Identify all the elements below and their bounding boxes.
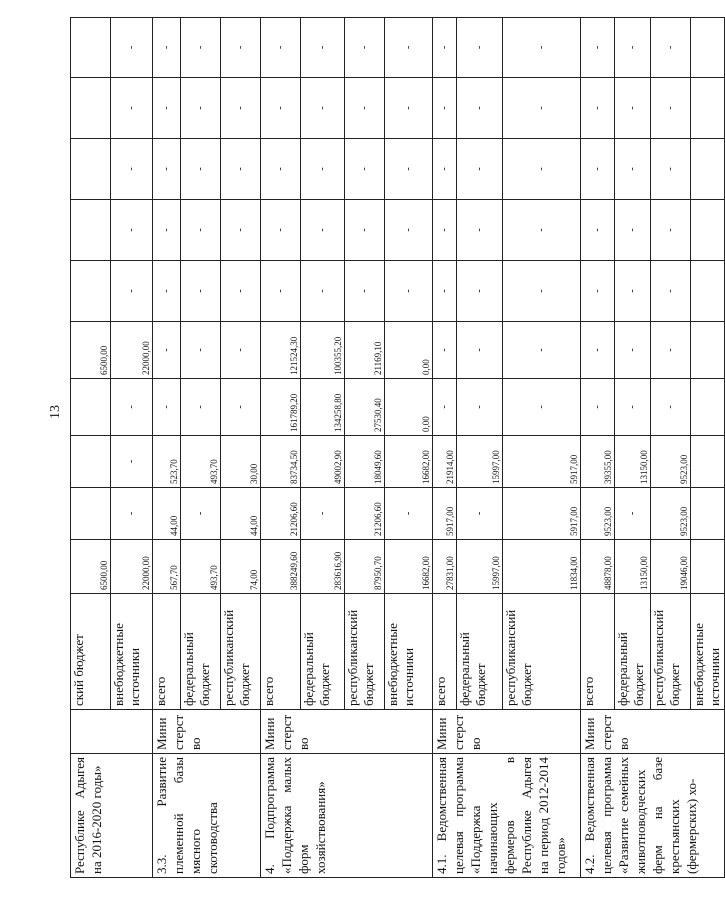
funding-source-cell: федеральный бюджет	[181, 594, 221, 710]
executor-cell: Министерство	[581, 710, 725, 754]
value-cell: 22000,00	[111, 322, 153, 379]
funding-source-cell: федеральный бюджет	[615, 594, 651, 710]
value-cell	[691, 488, 725, 540]
executor-cell: Министерство	[433, 710, 581, 754]
value-cell: 493,70	[181, 436, 221, 488]
value-cell: -	[301, 200, 345, 261]
table-body	[71, 18, 725, 878]
value-cell: -	[615, 261, 651, 322]
value-cell: -	[503, 139, 581, 200]
value-cell: 13150,00	[615, 540, 651, 594]
value-cell: -	[181, 261, 221, 322]
value-cell: -	[457, 488, 503, 540]
value-cell: 21206,60	[261, 488, 301, 540]
value-cell: -	[153, 78, 181, 139]
value-cell: -	[385, 200, 433, 261]
value-cell: -	[385, 488, 433, 540]
value-cell: -	[111, 200, 153, 261]
value-cell: 83734,50	[261, 436, 301, 488]
table-row	[153, 18, 181, 878]
value-cell: -	[111, 488, 153, 540]
value-cell: 27831,00	[433, 540, 457, 594]
value-cell: -	[457, 78, 503, 139]
value-cell	[691, 78, 725, 139]
funding-source-cell: республиканский бюджет	[345, 594, 385, 710]
value-cell: -	[111, 379, 153, 436]
value-cell: -	[503, 261, 581, 322]
value-cell: 11834,00	[503, 540, 581, 594]
program-name-cell: 3.3. Развитие племенной базы мясного скотоводства	[153, 754, 261, 878]
value-cell	[71, 379, 111, 436]
program-name-cell: 4.2. Ведомственная целевая программа «Развитие семейных животноводческих ферм на базе крестьянских (фермерских) хо-	[581, 754, 725, 878]
value-cell: -	[433, 322, 457, 379]
value-cell: -	[457, 139, 503, 200]
funding-source-cell: республиканский бюджет	[221, 594, 261, 710]
funding-source-cell: внебюджетные источники	[691, 594, 725, 710]
value-cell: -	[581, 200, 615, 261]
value-cell: -	[345, 200, 385, 261]
value-cell: -	[301, 18, 345, 78]
value-cell: 9523,00	[651, 488, 691, 540]
funding-source-cell: федеральный бюджет	[301, 594, 345, 710]
value-cell	[691, 322, 725, 379]
table-row	[261, 18, 301, 878]
value-cell: -	[345, 261, 385, 322]
value-cell: -	[153, 18, 181, 78]
value-cell: -	[221, 200, 261, 261]
value-cell: -	[111, 18, 153, 78]
value-cell	[71, 78, 111, 139]
value-cell: 21914,00	[433, 436, 457, 488]
value-cell: -	[181, 379, 221, 436]
value-cell: 100355,20	[301, 322, 345, 379]
value-cell: -	[153, 139, 181, 200]
value-cell: -	[345, 139, 385, 200]
value-cell: 13150,00	[615, 436, 651, 488]
value-cell: 15997,00	[457, 436, 503, 488]
value-cell	[691, 18, 725, 78]
value-cell: -	[301, 78, 345, 139]
value-cell: 30,00	[221, 436, 261, 488]
program-name-cell: 4. Подпрограмма «Поддержка малых форм хозяйствования»	[261, 754, 433, 878]
value-cell: -	[581, 379, 615, 436]
value-cell: 9523,00	[581, 488, 615, 540]
value-cell: -	[457, 379, 503, 436]
value-cell: -	[457, 261, 503, 322]
budget-table	[70, 17, 725, 878]
funding-source-cell: всего	[433, 594, 457, 710]
value-cell: -	[221, 322, 261, 379]
value-cell: 9523,00	[651, 436, 691, 488]
value-cell	[691, 379, 725, 436]
value-cell: 16682,00	[385, 540, 433, 594]
table-row	[71, 18, 111, 878]
value-cell: -	[111, 139, 153, 200]
value-cell: 48878,00	[581, 540, 615, 594]
value-cell: 44,00	[221, 488, 261, 540]
program-name-cell: 4.1. Ведомственная целевая программа «Поддержка начинающих фермеров в Республике Адыгея на период 2012-2014 годов»	[433, 754, 581, 878]
value-cell: -	[615, 200, 651, 261]
value-cell: -	[111, 261, 153, 322]
value-cell: 283616,90	[301, 540, 345, 594]
value-cell: -	[651, 200, 691, 261]
value-cell: -	[581, 322, 615, 379]
funding-source-cell: всего	[153, 594, 181, 710]
funding-source-cell: внебюджетные источники	[111, 594, 153, 710]
funding-source-cell: республиканский бюджет	[503, 594, 581, 710]
value-cell: 18049,60	[345, 436, 385, 488]
value-cell: -	[503, 379, 581, 436]
value-cell: -	[181, 322, 221, 379]
value-cell: 21206,60	[345, 488, 385, 540]
value-cell: 74,00	[221, 540, 261, 594]
value-cell: -	[651, 18, 691, 78]
value-cell: -	[651, 78, 691, 139]
value-cell: -	[181, 139, 221, 200]
value-cell	[71, 488, 111, 540]
value-cell: -	[581, 139, 615, 200]
value-cell: 161789,20	[261, 379, 301, 436]
funding-source-cell: всего	[261, 594, 301, 710]
value-cell: -	[433, 379, 457, 436]
value-cell: 44,00	[153, 488, 181, 540]
value-cell: -	[261, 18, 301, 78]
value-cell: -	[615, 322, 651, 379]
funding-source-cell: внебюджетные источники	[385, 594, 433, 710]
value-cell: -	[581, 78, 615, 139]
value-cell	[691, 139, 725, 200]
value-cell: -	[221, 78, 261, 139]
value-cell: -	[181, 78, 221, 139]
value-cell: -	[221, 139, 261, 200]
executor-cell: Министерство	[261, 710, 433, 754]
value-cell: -	[261, 78, 301, 139]
value-cell: -	[615, 78, 651, 139]
funding-source-cell: ский бюджет	[71, 594, 111, 710]
funding-source-cell: всего	[581, 594, 615, 710]
value-cell: -	[345, 18, 385, 78]
value-cell: -	[111, 436, 153, 488]
value-cell: -	[221, 18, 261, 78]
value-cell: 5917,00	[433, 488, 457, 540]
value-cell: 19046,00	[651, 540, 691, 594]
value-cell: -	[345, 78, 385, 139]
value-cell: 121524,30	[261, 322, 301, 379]
value-cell: -	[503, 322, 581, 379]
value-cell: -	[615, 379, 651, 436]
value-cell: 493,70	[181, 540, 221, 594]
value-cell: -	[433, 139, 457, 200]
value-cell: -	[385, 78, 433, 139]
value-cell	[71, 139, 111, 200]
value-cell: -	[503, 18, 581, 78]
value-cell: -	[181, 488, 221, 540]
value-cell: -	[153, 379, 181, 436]
value-cell: 49002,90	[301, 436, 345, 488]
value-cell: -	[615, 488, 651, 540]
funding-source-cell: республиканский бюджет	[651, 594, 691, 710]
value-cell: 5917,00	[503, 436, 581, 488]
value-cell: -	[301, 488, 345, 540]
value-cell: 567,70	[153, 540, 181, 594]
value-cell	[71, 18, 111, 78]
value-cell: -	[153, 200, 181, 261]
value-cell: -	[261, 261, 301, 322]
value-cell	[71, 261, 111, 322]
value-cell: -	[503, 78, 581, 139]
value-cell: -	[651, 379, 691, 436]
table-row	[581, 18, 615, 878]
page-number: 13	[48, 405, 63, 419]
value-cell	[691, 540, 725, 594]
value-cell: -	[153, 322, 181, 379]
value-cell	[691, 200, 725, 261]
value-cell: -	[433, 18, 457, 78]
value-cell: 39355,00	[581, 436, 615, 488]
value-cell: -	[221, 261, 261, 322]
value-cell: -	[301, 261, 345, 322]
value-cell: -	[581, 18, 615, 78]
value-cell: -	[615, 18, 651, 78]
value-cell	[71, 200, 111, 261]
value-cell: -	[457, 322, 503, 379]
value-cell: -	[651, 261, 691, 322]
value-cell: -	[581, 261, 615, 322]
value-cell: -	[651, 322, 691, 379]
value-cell: -	[181, 18, 221, 78]
value-cell: 5917,00	[503, 488, 581, 540]
value-cell: -	[457, 18, 503, 78]
value-cell	[691, 436, 725, 488]
value-cell: -	[385, 139, 433, 200]
value-cell: 15997,00	[457, 540, 503, 594]
program-name-cell: Республике Адыгея на 2016-2020 годы»	[71, 754, 153, 878]
value-cell: 87950,70	[345, 540, 385, 594]
value-cell: -	[385, 18, 433, 78]
value-cell: 27530,40	[345, 379, 385, 436]
value-cell: -	[221, 379, 261, 436]
value-cell: -	[433, 78, 457, 139]
table-row	[433, 18, 457, 878]
value-cell: -	[111, 78, 153, 139]
value-cell: 134258,80	[301, 379, 345, 436]
value-cell: -	[503, 200, 581, 261]
value-cell: 523,70	[153, 436, 181, 488]
value-cell: -	[261, 200, 301, 261]
value-cell: 16682,00	[385, 436, 433, 488]
value-cell: 21169,10	[345, 322, 385, 379]
value-cell	[71, 436, 111, 488]
value-cell: -	[457, 200, 503, 261]
rotated-table-container	[70, 18, 722, 878]
value-cell: -	[433, 200, 457, 261]
value-cell: 6500,00	[71, 540, 111, 594]
value-cell: -	[301, 139, 345, 200]
value-cell: -	[385, 261, 433, 322]
executor-cell: Министерство	[153, 710, 261, 754]
value-cell: -	[433, 261, 457, 322]
value-cell: 0,00	[385, 379, 433, 436]
value-cell: 388249,60	[261, 540, 301, 594]
value-cell	[691, 261, 725, 322]
value-cell: 22000,00	[111, 540, 153, 594]
executor-cell	[71, 710, 153, 754]
value-cell: 6500,00	[71, 322, 111, 379]
funding-source-cell: федеральный бюджет	[457, 594, 503, 710]
value-cell: -	[261, 139, 301, 200]
value-cell: -	[651, 139, 691, 200]
value-cell: -	[181, 200, 221, 261]
value-cell: -	[153, 261, 181, 322]
value-cell: -	[615, 139, 651, 200]
value-cell: 0,00	[385, 322, 433, 379]
